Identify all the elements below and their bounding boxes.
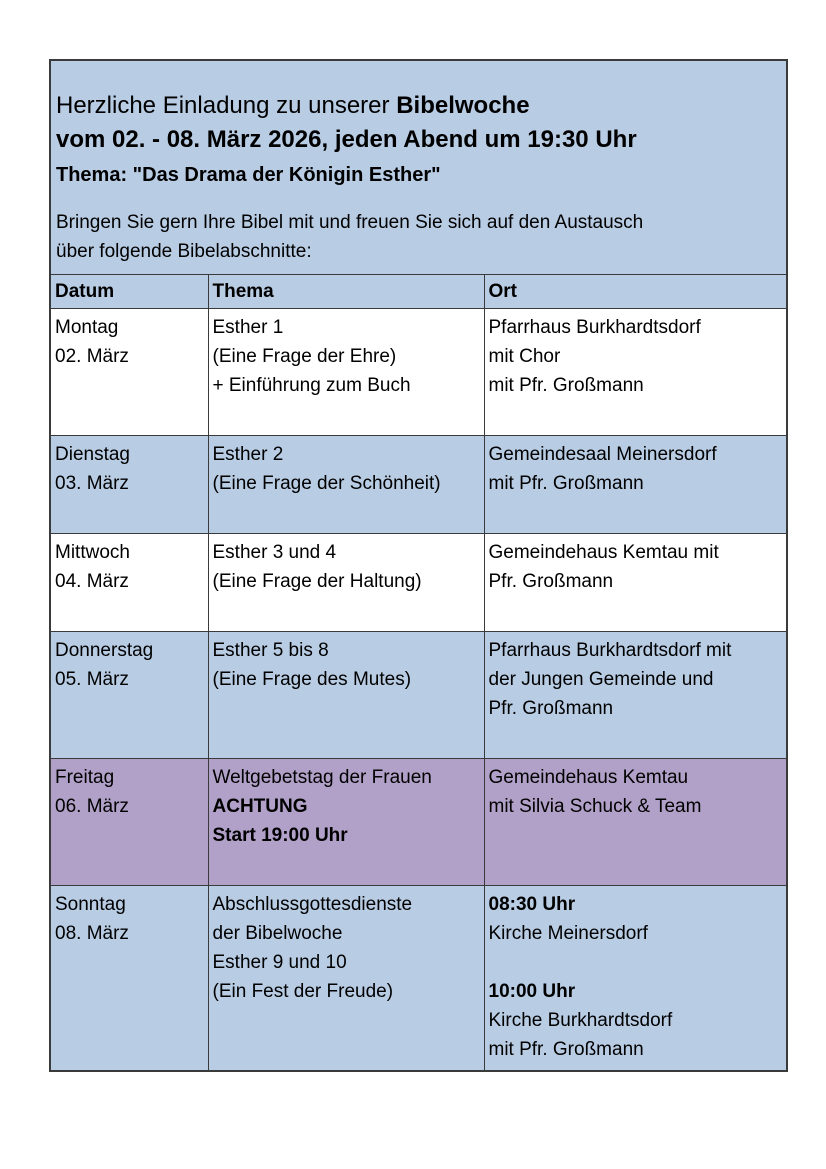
place-line: Pfarrhaus Burkhardtsdorf [488,317,701,338]
topic-cell [208,759,484,886]
place-cell [484,309,786,436]
topic-cell [208,436,484,534]
place-line: Gemeindehaus Kemtau mit [488,542,719,563]
day-name: Mittwoch [55,542,130,563]
date-cell [51,632,208,759]
invite-prefix: Herzliche Einladung zu unserer [56,92,397,119]
place-line: mit Pfr. Großmann [488,375,644,396]
place-cell [484,436,786,534]
place-line: Pfr. Großmann [488,698,614,719]
day-date: 02. März [55,346,129,367]
place-line: mit Pfr. Großmann [488,473,644,494]
service-time-1: 08:30 Uhr [488,894,576,915]
spacer [489,948,783,977]
day-name: Freitag [55,767,115,788]
place-line: Pfarrhaus Burkhardtsdorf mit [488,640,732,661]
intro-line-2: über folgende Bibelabschnitte: [56,241,312,262]
date-cell [51,886,208,1071]
date-cell [51,309,208,436]
topic-cell [208,534,484,632]
start-time-note: Start 19:00 Uhr [212,825,348,846]
topic-line: Esther 2 [212,444,284,465]
service-location-2: Kirche Burkhardtsdorf [488,1010,673,1031]
topic-line: Esther 1 [212,317,284,338]
date-cell [51,534,208,632]
invitation-sheet [49,59,788,1072]
topic-line: Abschlussgottesdienste [212,894,413,915]
table-row [51,632,786,759]
place-cell [484,632,786,759]
table-row [51,436,786,534]
place-cell [484,534,786,632]
table-row [51,759,786,886]
topic-line: der Bibelwoche [212,923,343,944]
attention-label: ACHTUNG [212,796,308,817]
place-line: der Jungen Gemeinde und [488,669,714,690]
topic-line: Esther 3 und 4 [212,542,337,563]
day-date: 06. März [55,796,129,817]
topic-line: (Eine Frage der Haltung) [212,571,422,592]
place-cell [484,759,786,886]
column-header-thema: Thema [208,275,484,309]
place-line: mit Chor [488,346,561,367]
day-date: 04. März [55,571,129,592]
place-line: Gemeindehaus Kemtau [488,767,689,788]
topic-line: (Ein Fest der Freude) [212,981,394,1002]
column-header-ort: Ort [484,275,786,309]
column-header-datum: Datum [51,275,208,309]
service-location-2-pastor: mit Pfr. Großmann [488,1039,644,1060]
topic-line: Esther 5 bis 8 [212,640,329,661]
date-cell [51,759,208,886]
topic-line: + Einführung zum Buch [212,375,411,396]
table-header-row [51,275,786,309]
schedule-table [51,275,786,1070]
topic-line: Weltgebetstag der Frauen [212,767,432,788]
table-row [51,534,786,632]
day-name: Montag [55,317,119,338]
table-row [51,309,786,436]
theme-line: Thema: "Das Drama der Königin Esther" [56,164,441,186]
day-name: Donnerstag [55,640,154,661]
topic-line: (Eine Frage der Schönheit) [212,473,441,494]
day-name: Dienstag [55,444,130,465]
day-date: 03. März [55,473,129,494]
place-line: Pfr. Großmann [488,571,614,592]
topic-cell [208,309,484,436]
service-location-1: Kirche Meinersdorf [488,923,648,944]
place-line: Gemeindesaal Meinersdorf [488,444,717,465]
invite-bold: Bibelwoche [396,92,530,119]
day-date: 08. März [55,923,129,944]
topic-line: (Eine Frage der Ehre) [212,346,397,367]
invitation-header [51,61,786,275]
date-line: vom 02. - 08. März 2026, jeden Abend um 19:30 Uhr [56,126,637,153]
place-cell [484,886,786,1071]
topic-line: Esther 9 und 10 [212,952,347,973]
intro-text [56,208,780,266]
topic-cell [208,632,484,759]
place-line: mit Silvia Schuck & Team [488,796,702,817]
service-time-2: 10:00 Uhr [488,981,576,1002]
topic-line: (Eine Frage des Mutes) [212,669,412,690]
intro-line-1: Bringen Sie gern Ihre Bibel mit und freuen Sie sich auf den Austausch [56,212,644,233]
invitation-title [56,89,780,122]
day-date: 05. März [55,669,129,690]
topic-cell [208,886,484,1071]
day-name: Sonntag [55,894,126,915]
table-row [51,886,786,1071]
date-cell [51,436,208,534]
